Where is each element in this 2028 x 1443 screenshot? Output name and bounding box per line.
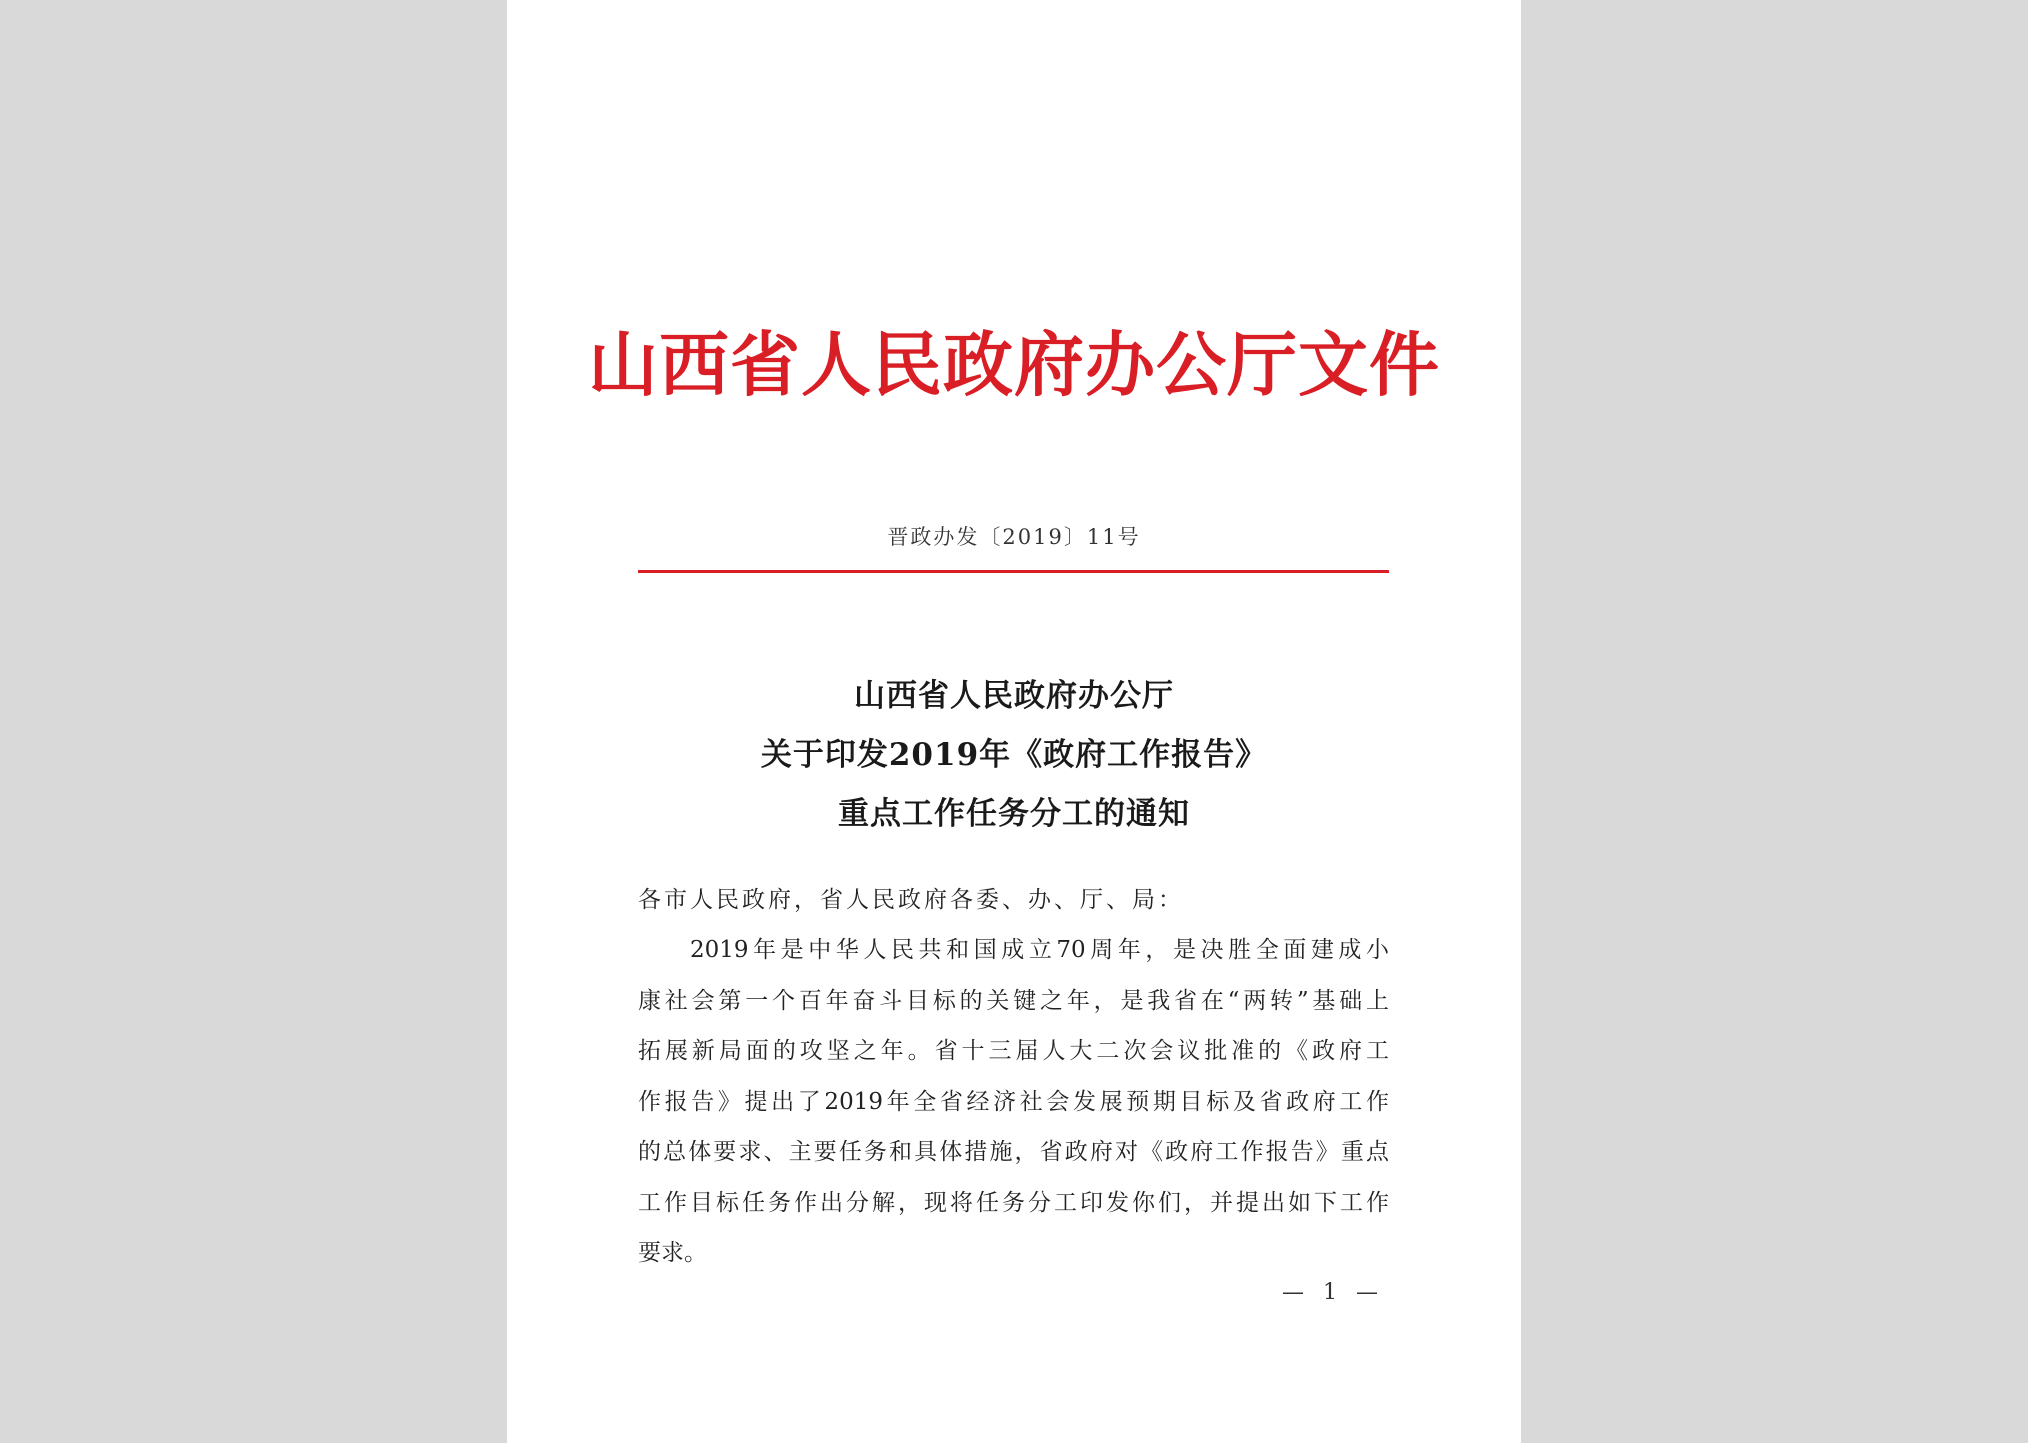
body-line: 作报告》提出了2019年全省经济社会发展预期目标及省政府工作 xyxy=(638,1088,1389,1115)
title-line-1: 山西省人民政府办公厅 xyxy=(854,678,1174,714)
page-number: — 1 — xyxy=(1282,1280,1384,1305)
body-paragraph xyxy=(638,925,1389,1279)
body-line: 要求。 xyxy=(638,1240,707,1266)
body-line: 康社会第一个百年奋斗目标的关键之年，是我省在“两转”基础上 xyxy=(638,987,1389,1014)
title-line-3: 重点工作任务分工的通知 xyxy=(838,796,1190,832)
salutation: 各市人民政府，省人民政府各委、办、厅、局： xyxy=(638,887,1184,913)
document-title xyxy=(507,667,1521,844)
title-line-2: 关于印发2019年《政府工作报告》 xyxy=(760,737,1268,773)
body-line: 的总体要求、主要任务和具体措施，省政府对《政府工作报告》重点 xyxy=(638,1139,1389,1165)
body-line: 工作目标任务作出分解，现将任务分工印发你们，并提出如下工作 xyxy=(638,1189,1389,1216)
issuing-authority-header: 山西省人民政府办公厅文件 xyxy=(588,323,1440,406)
document-number: 晋政办发〔2019〕11号 xyxy=(887,525,1141,549)
body-line: 拓展新局面的攻坚之年。省十三届人大二次会议批准的《政府工 xyxy=(638,1038,1389,1064)
body-line: 2019年是中华人民共和国成立70周年，是决胜全面建成小 xyxy=(690,937,1389,963)
red-separator-line xyxy=(638,570,1389,573)
document-page xyxy=(507,0,1521,1443)
